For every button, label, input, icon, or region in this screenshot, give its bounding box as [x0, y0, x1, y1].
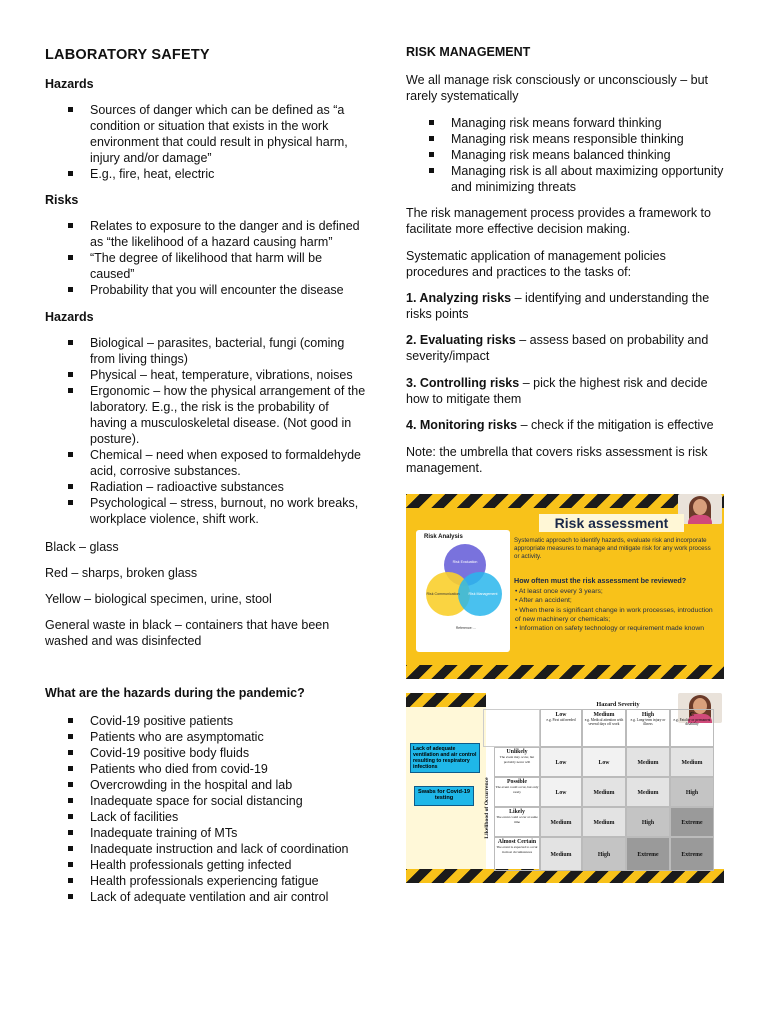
matrix-cell: Low — [540, 747, 582, 777]
list-item: Lack of adequate ventilation and air control — [68, 889, 368, 905]
matrix-cell: High — [670, 777, 714, 807]
hazard-types-list — [68, 335, 368, 527]
hazards-heading: Hazards — [45, 77, 94, 91]
matrix-cell: Medium — [540, 807, 582, 837]
likelihood-axis: Likelihood of Occurrence — [484, 777, 490, 839]
list-item: Covid-19 positive patients — [68, 713, 368, 729]
likelihood-row-label: Almost Certain The event is expected to occur in most circumstances — [494, 837, 540, 871]
card-title: Risk Analysis — [424, 534, 463, 540]
list-item: Relates to exposure to the danger and is defined as “the likelihood of a hazard causing harm” — [68, 218, 368, 250]
matrix-cell: Low — [582, 747, 626, 777]
list-item: Lack of facilities — [68, 809, 368, 825]
pandemic-heading: What are the hazards during the pandemic? — [45, 686, 305, 700]
likelihood-row-label: Possible The event could occur, but only rarely — [494, 777, 540, 807]
risk-management-heading: RISK MANAGEMENT — [406, 45, 531, 59]
list-item: Managing risk is all about maximizing opportunity and minimizing threats — [429, 163, 724, 195]
presenter-webcam — [678, 494, 722, 524]
annotation-swabs: Swabs for Covid-19 testing — [414, 786, 474, 806]
list-item: Sources of danger which can be defined as “a condition or situation that exists in the work environment that could result in physical harm, injury and/or damage” — [68, 102, 368, 166]
matrix-cell: Medium — [582, 807, 626, 837]
matrix-cell: Low — [540, 777, 582, 807]
matrix-cell: Medium — [540, 837, 582, 871]
severity-medium: Medium e.g. Medical attention with several days off work — [582, 709, 626, 747]
answer-item: • When there is significant change in work processes, introduction of new machinery or chemicals; — [515, 606, 713, 623]
step-monitoring: 4. Monitoring risks – check if the mitigation is effective — [406, 418, 714, 432]
step-controlling: 3. Controlling risks – pick the highest risk and decide how to mitigate them — [406, 376, 708, 406]
list-item: Physical – heat, temperature, vibrations, noises — [68, 367, 368, 383]
matrix-cell: Medium — [626, 747, 670, 777]
list-item: Covid-19 positive body fluids — [68, 745, 368, 761]
answer-item: • At least once every 3 years; — [515, 588, 603, 595]
card-footer: Reference: ... — [455, 626, 477, 630]
venn-label-communication: Risk Communication — [426, 592, 460, 596]
matrix-cell: Medium — [670, 747, 714, 777]
list-item: Ergonomic – how the physical arrangement of the laboratory. E.g., the risk is the probability of having a musculoskeletal disease. (Not good in posture). — [68, 383, 368, 447]
list-item: Managing risk means balanced thinking — [429, 147, 724, 163]
venn-label-management: Risk Management — [468, 592, 498, 596]
waste-black: Black – glass — [45, 540, 119, 554]
list-item: Psychological – stress, burnout, no work breaks, workplace violence, shift work. — [68, 495, 368, 527]
list-item: Inadequate training of MTs — [68, 825, 368, 841]
pandemic-list — [68, 713, 368, 905]
matrix-cell: Extreme — [670, 837, 714, 871]
hazards-types-heading: Hazards — [45, 310, 94, 324]
matrix-cell: Extreme — [626, 837, 670, 871]
step-analyzing: 1. Analyzing risks – identifying and understanding the risks points — [406, 291, 710, 321]
list-item: Managing risk means forward thinking — [429, 115, 724, 131]
list-item: Radiation – radioactive substances — [68, 479, 368, 495]
list-item: Overcrowding in the hospital and lab — [68, 777, 368, 793]
hazards-list — [68, 102, 368, 182]
matrix-cell: Extreme — [670, 807, 714, 837]
step-evaluating: 2. Evaluating risks – assess based on probability and severity/impact — [406, 333, 709, 363]
likelihood-row-label: Unlikely The event may occur, but probably never will — [494, 747, 540, 777]
list-item: Probability that you will encounter the disease — [68, 282, 368, 298]
risks-list — [68, 218, 368, 298]
list-item: Inadequate instruction and lack of coordination — [68, 841, 368, 857]
matrix-cell: High — [626, 807, 670, 837]
matrix-cell: Medium — [582, 777, 626, 807]
severity-critical: C e.g. Fatality or permanent disability — [670, 709, 714, 747]
risk-intro: We all manage risk consciously or unconsciously – but rarely systematically — [406, 73, 708, 103]
severity-header: Hazard Severity — [596, 701, 640, 708]
list-item: Chemical – need when exposed to formaldehyde acid, corrosive substances. — [68, 447, 368, 479]
hazard-stripe-top-left — [406, 693, 486, 707]
risks-heading: Risks — [45, 193, 79, 207]
list-item: Patients who died from covid-19 — [68, 761, 368, 777]
systematic-paragraph: Systematic application of management policies procedures and practices to the tasks of: — [406, 249, 666, 279]
answer-item: • After an accident; — [515, 597, 572, 605]
hazard-stripe-bottom — [406, 665, 724, 679]
severity-low: Low e.g. First aid needed — [540, 709, 582, 747]
list-item: E.g., fire, heat, electric — [68, 166, 368, 182]
likelihood-row-label: Likely The event could occur at some time — [494, 807, 540, 837]
risk-management-list — [429, 115, 724, 195]
matrix-corner — [483, 709, 540, 747]
slide-description: Systematic approach to identify hazards, evaluate risk and incorporate appropriate measures to manage and mitigate risk for any work process or activity. — [514, 537, 711, 560]
list-item: “The degree of likelihood that harm will be caused” — [68, 250, 368, 282]
answer-item: • Information on safety technology or requirement made known — [515, 625, 705, 633]
slide-answers — [515, 587, 715, 633]
list-item: Biological – parasites, bacterial, fungi (coming from living things) — [68, 335, 368, 367]
waste-red: Red – sharps, broken glass — [45, 566, 198, 580]
note-paragraph: Note: the umbrella that covers risks assessment is risk management. — [406, 445, 708, 475]
risk-assessment-slide — [406, 494, 724, 679]
slide-question: How often must the risk assessment be reviewed? — [514, 576, 687, 585]
venn-label-evaluation: Risk Evaluation — [452, 560, 478, 564]
waste-general: General waste in black – containers that have been washed and was disinfected — [45, 618, 330, 648]
list-item: Patients who are asymptomatic — [68, 729, 368, 745]
hazard-stripe-top — [406, 494, 724, 508]
risk-matrix-slide — [406, 693, 724, 883]
matrix-cell: High — [582, 837, 626, 871]
annotation-ventilation: Lack of adequate ventilation and air control resulting to respiratory infections — [410, 743, 480, 773]
list-item: Health professionals experiencing fatigue — [68, 873, 368, 889]
matrix-cell: Medium — [626, 777, 670, 807]
slide-title: Risk assessment — [539, 514, 684, 532]
list-item: Managing risk means responsible thinking — [429, 131, 724, 147]
risk-analysis-card — [416, 530, 510, 652]
list-item: Inadequate space for social distancing — [68, 793, 368, 809]
framework-paragraph: The risk management process provides a framework to facilitate more effective decision making. — [406, 206, 711, 236]
list-item: Health professionals getting infected — [68, 857, 368, 873]
waste-yellow: Yellow – biological specimen, urine, stool — [45, 592, 272, 606]
page-title: LABORATORY SAFETY — [45, 47, 210, 63]
severity-high: High e.g. Long-term injury or illness — [626, 709, 670, 747]
